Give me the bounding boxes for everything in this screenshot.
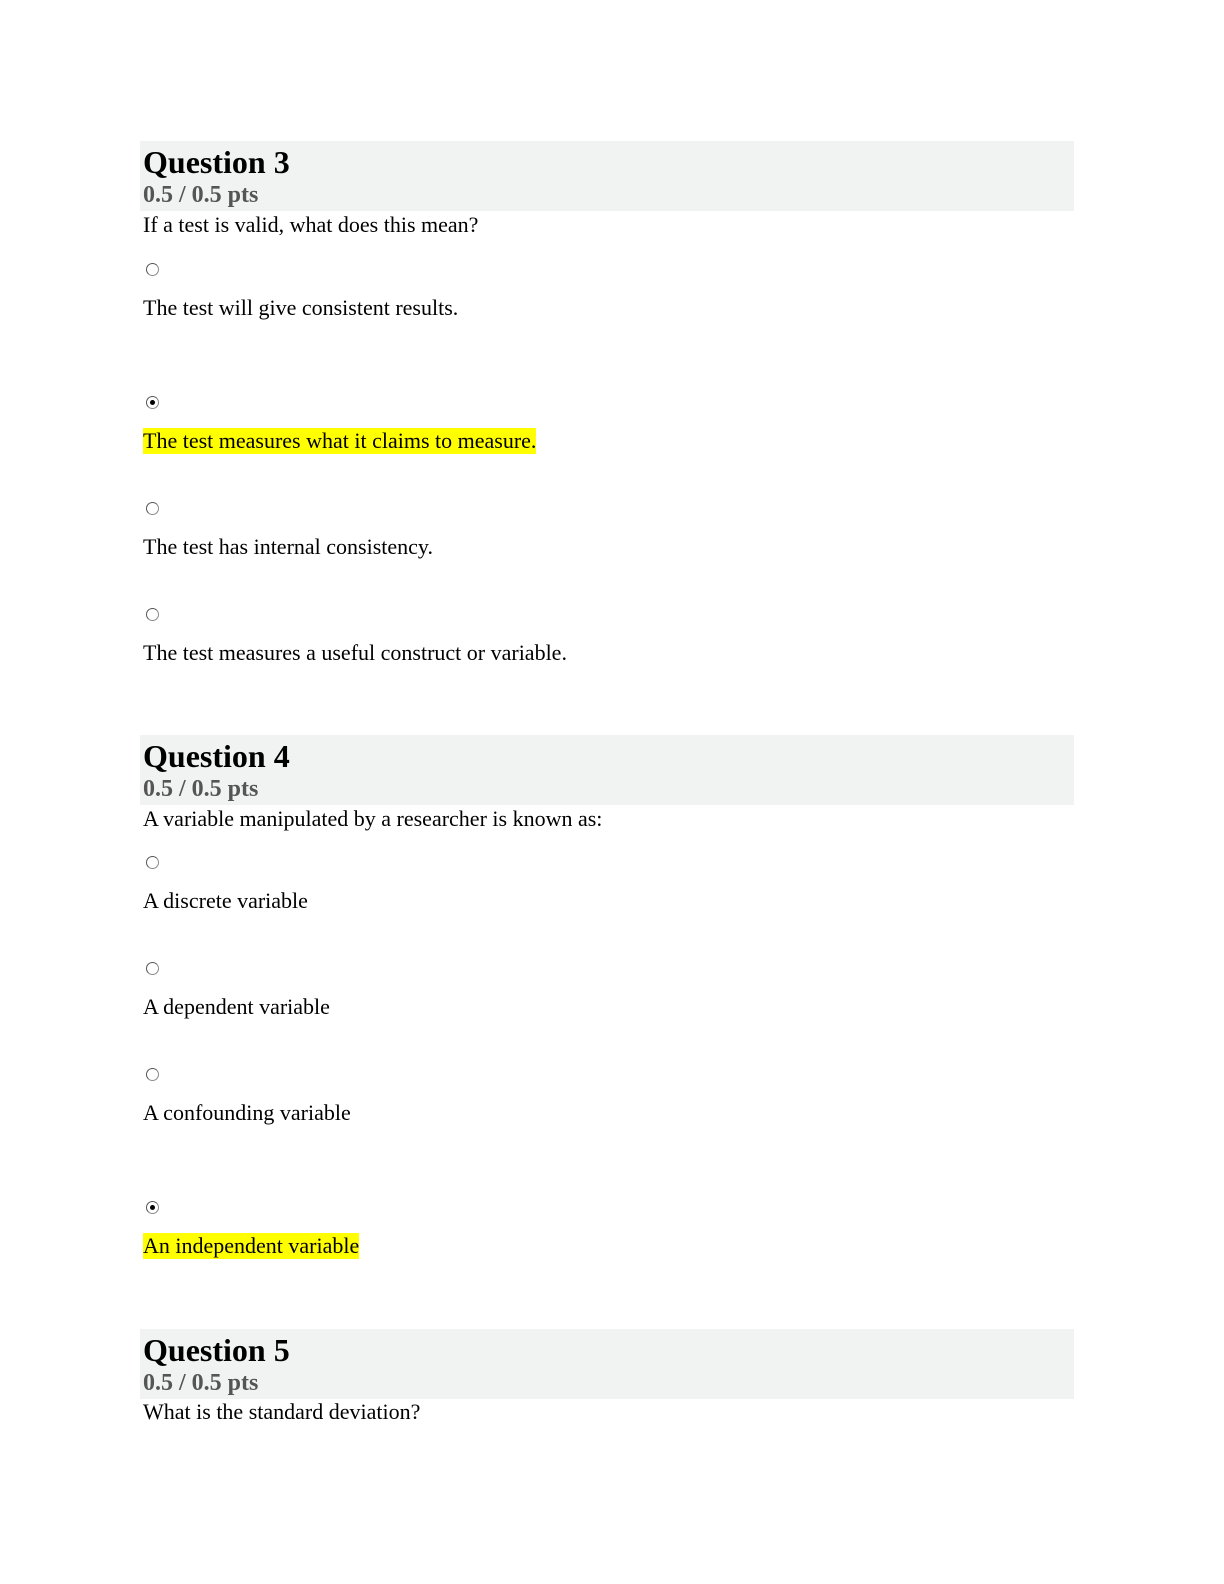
answer-option[interactable]: A confounding variable <box>143 1100 351 1125</box>
answer-option[interactable]: A discrete variable <box>143 888 308 913</box>
question-prompt: A variable manipulated by a researcher is known as: <box>143 806 603 831</box>
question-title: Question 3 <box>143 144 290 180</box>
question-points: 0.5 / 0.5 pts <box>143 1370 259 1396</box>
answer-option-selected[interactable]: An independent variable <box>143 1233 360 1258</box>
answer-option[interactable]: The test has internal consistency. <box>143 534 433 559</box>
question-points: 0.5 / 0.5 pts <box>143 182 259 208</box>
answer-option[interactable]: A dependent variable <box>143 994 330 1019</box>
radio-button[interactable] <box>146 962 159 975</box>
question-5-header <box>140 1329 1074 1399</box>
answer-option-selected[interactable]: The test measures what it claims to measure. <box>143 428 537 453</box>
radio-button[interactable] <box>146 1068 159 1081</box>
question-points: 0.5 / 0.5 pts <box>143 776 259 802</box>
radio-button[interactable] <box>146 502 159 515</box>
question-3-header <box>140 141 1074 211</box>
question-prompt: If a test is valid, what does this mean? <box>143 212 479 237</box>
radio-button[interactable] <box>146 856 159 869</box>
question-prompt: What is the standard deviation? <box>143 1399 421 1424</box>
question-title: Question 4 <box>143 738 290 774</box>
radio-button[interactable] <box>146 608 159 621</box>
radio-button-selected[interactable] <box>146 1201 159 1214</box>
radio-button[interactable] <box>146 263 159 276</box>
question-4-header <box>140 735 1074 805</box>
radio-button-selected[interactable] <box>146 396 159 409</box>
answer-option[interactable]: The test will give consistent results. <box>143 295 459 320</box>
question-title: Question 5 <box>143 1332 290 1368</box>
answer-option[interactable]: The test measures a useful construct or variable. <box>143 640 567 665</box>
